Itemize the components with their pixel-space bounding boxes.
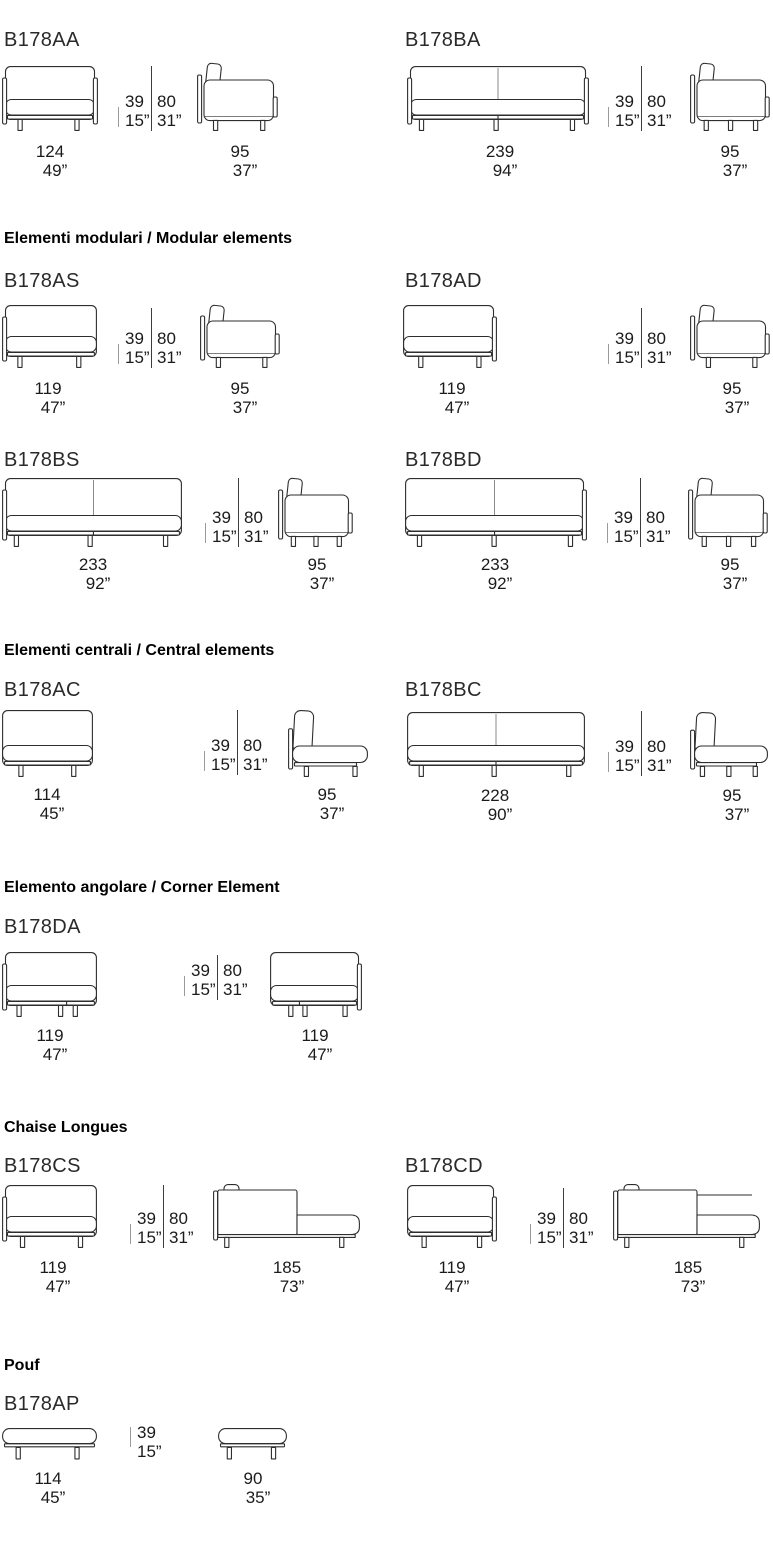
back-height-line — [217, 955, 218, 1000]
width-label-B178BS — [23, 556, 163, 593]
side-view-drawing-B178BS — [278, 478, 353, 547]
back-height-in: 31” — [244, 527, 269, 546]
depth-label-B178AP-cm: 90 — [243, 1469, 263, 1488]
depth-label-B178DA — [245, 1027, 385, 1064]
seat-height-in: 15” — [615, 348, 640, 367]
seat-height-cm: 39 — [137, 1208, 156, 1228]
width-label-B178CD-cm: 119 — [438, 1258, 466, 1277]
width-label-B178AC — [0, 786, 117, 823]
back-height-cm: 80 — [157, 328, 176, 348]
depth-label-B178BA — [660, 143, 773, 180]
depth-label-B178BS-in: 37” — [309, 573, 335, 593]
model-code-B178AA: B178AA — [4, 29, 80, 51]
depth-label-B178BA-cm: 95 — [720, 142, 740, 161]
back-height-in: 31” — [646, 527, 671, 546]
width-label-B178AD-in: 47” — [444, 397, 470, 417]
seat-height-label — [137, 1209, 162, 1248]
back-height-cm: 80 — [647, 328, 666, 348]
back-height-line — [151, 308, 152, 368]
back-height-cm: 80 — [569, 1208, 588, 1228]
width-label-B178AP-cm: 114 — [34, 1469, 62, 1488]
depth-label-B178BC-in: 37” — [724, 804, 750, 824]
seat-height-tick — [184, 976, 185, 996]
back-height-line — [237, 710, 238, 775]
depth-label-B178CS — [217, 1259, 357, 1296]
front-view-drawing-B178BD — [405, 478, 587, 547]
depth-label-B178AP-in: 35” — [245, 1487, 271, 1507]
seat-height-tick — [130, 1427, 131, 1447]
depth-label-B178AA-cm: 95 — [230, 142, 250, 161]
front-view-drawing-B178DA — [2, 952, 97, 1017]
seat-height-label — [615, 737, 640, 776]
width-label-B178DA-in: 47” — [42, 1044, 68, 1064]
back-height-line — [563, 1188, 564, 1248]
back-height-cm: 80 — [223, 960, 242, 980]
seat-height-in: 15” — [615, 756, 640, 775]
seat-height-in: 15” — [212, 527, 237, 546]
front-view-drawing-B178CS — [2, 1185, 97, 1248]
back-height-cm: 80 — [646, 507, 665, 527]
depth-label-B178AD-cm: 95 — [722, 379, 742, 398]
back-height-cm: 80 — [647, 91, 666, 111]
width-label-B178BC-cm: 228 — [480, 786, 510, 805]
back-height-label — [223, 961, 248, 1000]
depth-label-B178AS-cm: 95 — [230, 379, 250, 398]
seat-height-tick — [118, 107, 119, 127]
seat-height-in: 15” — [125, 111, 150, 130]
depth-label-B178AS — [170, 380, 310, 417]
width-label-B178CS-in: 47” — [45, 1276, 71, 1296]
width-label-B178CS-cm: 119 — [39, 1258, 67, 1277]
front-view-drawing-B178BA — [407, 66, 589, 131]
back-height-line — [151, 66, 152, 131]
seat-height-in: 15” — [614, 527, 639, 546]
model-code-B178AC: B178AC — [4, 679, 81, 701]
depth-label-B178AD — [662, 380, 773, 417]
back-height-in: 31” — [647, 111, 672, 130]
side-view-drawing-B178CD — [613, 1184, 760, 1248]
side-view-drawing-B178BC — [690, 712, 768, 777]
seat-height-cm: 39 — [615, 91, 634, 111]
depth-label-B178AA-in: 37” — [232, 160, 258, 180]
depth-label-B178CD-cm: 185 — [673, 1258, 703, 1277]
depth-label-B178BS-cm: 95 — [307, 555, 327, 574]
seat-height-cm: 39 — [191, 960, 210, 980]
seat-height-tick — [608, 344, 609, 364]
width-label-B178BA — [430, 143, 570, 180]
seat-height-tick — [530, 1224, 531, 1244]
side-view-drawing-B178BA — [690, 63, 770, 131]
width-label-B178BD-cm: 233 — [480, 555, 510, 574]
seat-height-tick — [608, 107, 609, 127]
seat-height-cm: 39 — [615, 328, 634, 348]
section-header-central: Elementi centrali / Central elements — [4, 642, 275, 659]
side-view-drawing-B178BD — [688, 478, 768, 547]
width-label-B178BC-in: 90” — [487, 804, 513, 824]
depth-label-B178BC-cm: 95 — [722, 786, 742, 805]
width-label-B178BD-in: 92” — [487, 573, 513, 593]
back-height-cm: 80 — [243, 735, 262, 755]
width-label-B178AP-in: 45” — [40, 1487, 66, 1507]
seat-height-label — [137, 1423, 162, 1462]
seat-height-cm: 39 — [615, 736, 634, 756]
depth-label-B178DA-cm: 119 — [301, 1026, 329, 1045]
back-height-in: 31” — [647, 348, 672, 367]
seat-height-cm: 39 — [614, 507, 633, 527]
back-height-label — [169, 1209, 194, 1248]
front-view-drawing-B178AP — [2, 1428, 97, 1460]
depth-label-B178BD-cm: 95 — [720, 555, 740, 574]
side-view-drawing-B178DA — [270, 952, 362, 1017]
width-label-B178CD-in: 47” — [444, 1276, 470, 1296]
back-height-in: 31” — [157, 111, 182, 130]
side-view-drawing-B178AC — [288, 710, 368, 777]
seat-height-in: 15” — [615, 111, 640, 130]
depth-label-B178BD — [660, 556, 773, 593]
seat-height-cm: 39 — [211, 735, 230, 755]
width-label-B178AA-in: 49” — [42, 160, 68, 180]
depth-label-B178AP — [183, 1470, 323, 1507]
front-view-drawing-B178BC — [407, 712, 585, 777]
seat-height-label — [615, 329, 640, 368]
seat-height-label — [191, 961, 216, 1000]
section-header-chaise: Chaise Longues — [4, 1119, 128, 1136]
width-label-B178AS-cm: 119 — [34, 379, 62, 398]
depth-label-B178BA-in: 37” — [722, 160, 748, 180]
model-code-B178BA: B178BA — [405, 29, 481, 51]
front-view-drawing-B178CD — [407, 1185, 497, 1248]
width-label-B178BC — [425, 787, 565, 824]
back-height-line — [641, 308, 642, 368]
back-height-label — [646, 508, 671, 547]
model-code-B178BC: B178BC — [405, 679, 482, 701]
back-height-cm: 80 — [244, 507, 263, 527]
width-label-B178BD — [425, 556, 565, 593]
back-height-in: 31” — [647, 756, 672, 775]
depth-label-B178CD-in: 73” — [680, 1276, 706, 1296]
back-height-label — [243, 736, 268, 775]
width-label-B178AP — [0, 1470, 118, 1507]
seat-height-cm: 39 — [137, 1422, 156, 1442]
back-height-line — [641, 711, 642, 776]
width-label-B178AA — [0, 143, 120, 180]
back-height-cm: 80 — [169, 1208, 188, 1228]
model-code-B178CD: B178CD — [405, 1155, 483, 1177]
back-height-label — [157, 92, 182, 131]
back-height-cm: 80 — [647, 736, 666, 756]
seat-height-label — [614, 508, 639, 547]
back-height-label — [569, 1209, 594, 1248]
seat-height-in: 15” — [537, 1228, 562, 1247]
seat-height-cm: 39 — [537, 1208, 556, 1228]
back-height-line — [640, 478, 641, 547]
seat-height-label — [125, 329, 150, 368]
back-height-label — [647, 329, 672, 368]
back-height-in: 31” — [569, 1228, 594, 1247]
seat-height-in: 15” — [191, 980, 216, 999]
seat-height-tick — [118, 344, 119, 364]
depth-label-B178AA — [170, 143, 310, 180]
width-label-B178AC-in: 45” — [39, 803, 65, 823]
model-code-B178DA: B178DA — [4, 916, 81, 938]
back-height-in: 31” — [223, 980, 248, 999]
width-label-B178AS-in: 47” — [40, 397, 66, 417]
seat-height-cm: 39 — [125, 91, 144, 111]
depth-label-B178AD-in: 37” — [724, 397, 750, 417]
side-view-drawing-B178AP — [218, 1428, 287, 1460]
front-view-drawing-B178AC — [2, 710, 93, 777]
width-label-B178CS — [0, 1259, 123, 1296]
seat-height-cm: 39 — [212, 507, 231, 527]
seat-height-in: 15” — [137, 1228, 162, 1247]
seat-height-cm: 39 — [125, 328, 144, 348]
depth-label-B178DA-in: 47” — [307, 1044, 333, 1064]
seat-height-in: 15” — [125, 348, 150, 367]
width-label-B178AD — [382, 380, 522, 417]
seat-height-tick — [608, 752, 609, 772]
seat-height-label — [537, 1209, 562, 1248]
section-header-pouf: Pouf — [4, 1357, 40, 1374]
seat-height-label — [211, 736, 236, 775]
width-label-B178BS-in: 92” — [85, 573, 111, 593]
depth-label-B178AC-cm: 95 — [317, 785, 337, 804]
model-code-B178BS: B178BS — [4, 449, 80, 471]
depth-label-B178CS-in: 73” — [279, 1276, 305, 1296]
width-label-B178AC-cm: 114 — [33, 785, 61, 804]
depth-label-B178AS-in: 37” — [232, 397, 258, 417]
width-label-B178BA-in: 94” — [492, 160, 518, 180]
width-label-B178AD-cm: 119 — [438, 379, 466, 398]
depth-label-B178CS-cm: 185 — [272, 1258, 302, 1277]
back-height-in: 31” — [243, 755, 268, 774]
section-header-modular: Elementi modulari / Modular elements — [4, 230, 293, 247]
width-label-B178DA-cm: 119 — [36, 1026, 64, 1045]
seat-height-in: 15” — [137, 1442, 162, 1461]
model-code-B178BD: B178BD — [405, 449, 482, 471]
front-view-drawing-B178BS — [2, 478, 182, 547]
back-height-line — [238, 478, 239, 547]
depth-label-B178BD-in: 37” — [722, 573, 748, 593]
width-label-B178BA-cm: 239 — [485, 142, 515, 161]
front-view-drawing-B178AS — [2, 305, 97, 368]
back-height-line — [641, 66, 642, 131]
depth-label-B178AC-in: 37” — [319, 803, 345, 823]
front-view-drawing-B178AA — [2, 66, 98, 131]
side-view-drawing-B178AD — [690, 305, 770, 368]
model-code-B178AP: B178AP — [4, 1393, 80, 1415]
model-code-B178AD: B178AD — [405, 270, 482, 292]
seat-height-in: 15” — [211, 755, 236, 774]
side-view-drawing-B178CS — [213, 1184, 360, 1248]
section-header-corner: Elemento angolare / Corner Element — [4, 879, 280, 896]
back-height-line — [163, 1185, 164, 1248]
seat-height-tick — [205, 523, 206, 543]
seat-height-tick — [607, 523, 608, 543]
seat-height-label — [125, 92, 150, 131]
width-label-B178DA — [0, 1027, 120, 1064]
width-label-B178AS — [0, 380, 118, 417]
seat-height-tick — [204, 751, 205, 771]
back-height-label — [647, 92, 672, 131]
front-view-drawing-B178AD — [403, 305, 497, 368]
seat-height-tick — [130, 1224, 131, 1244]
back-height-label — [244, 508, 269, 547]
seat-height-label — [212, 508, 237, 547]
depth-label-B178BC — [662, 787, 773, 824]
back-height-in: 31” — [157, 348, 182, 367]
width-label-B178BS-cm: 233 — [78, 555, 108, 574]
model-code-B178CS: B178CS — [4, 1155, 81, 1177]
side-view-drawing-B178AS — [200, 305, 280, 368]
seat-height-label — [615, 92, 640, 131]
back-height-cm: 80 — [157, 91, 176, 111]
width-label-B178CD — [382, 1259, 522, 1296]
back-height-in: 31” — [169, 1228, 194, 1247]
model-code-B178AS: B178AS — [4, 270, 80, 292]
depth-label-B178CD — [618, 1259, 758, 1296]
width-label-B178AA-cm: 124 — [35, 142, 65, 161]
back-height-label — [647, 737, 672, 776]
side-view-drawing-B178AA — [197, 63, 278, 131]
depth-label-B178BS — [247, 556, 387, 593]
depth-label-B178AC — [257, 786, 397, 823]
back-height-label — [157, 329, 182, 368]
